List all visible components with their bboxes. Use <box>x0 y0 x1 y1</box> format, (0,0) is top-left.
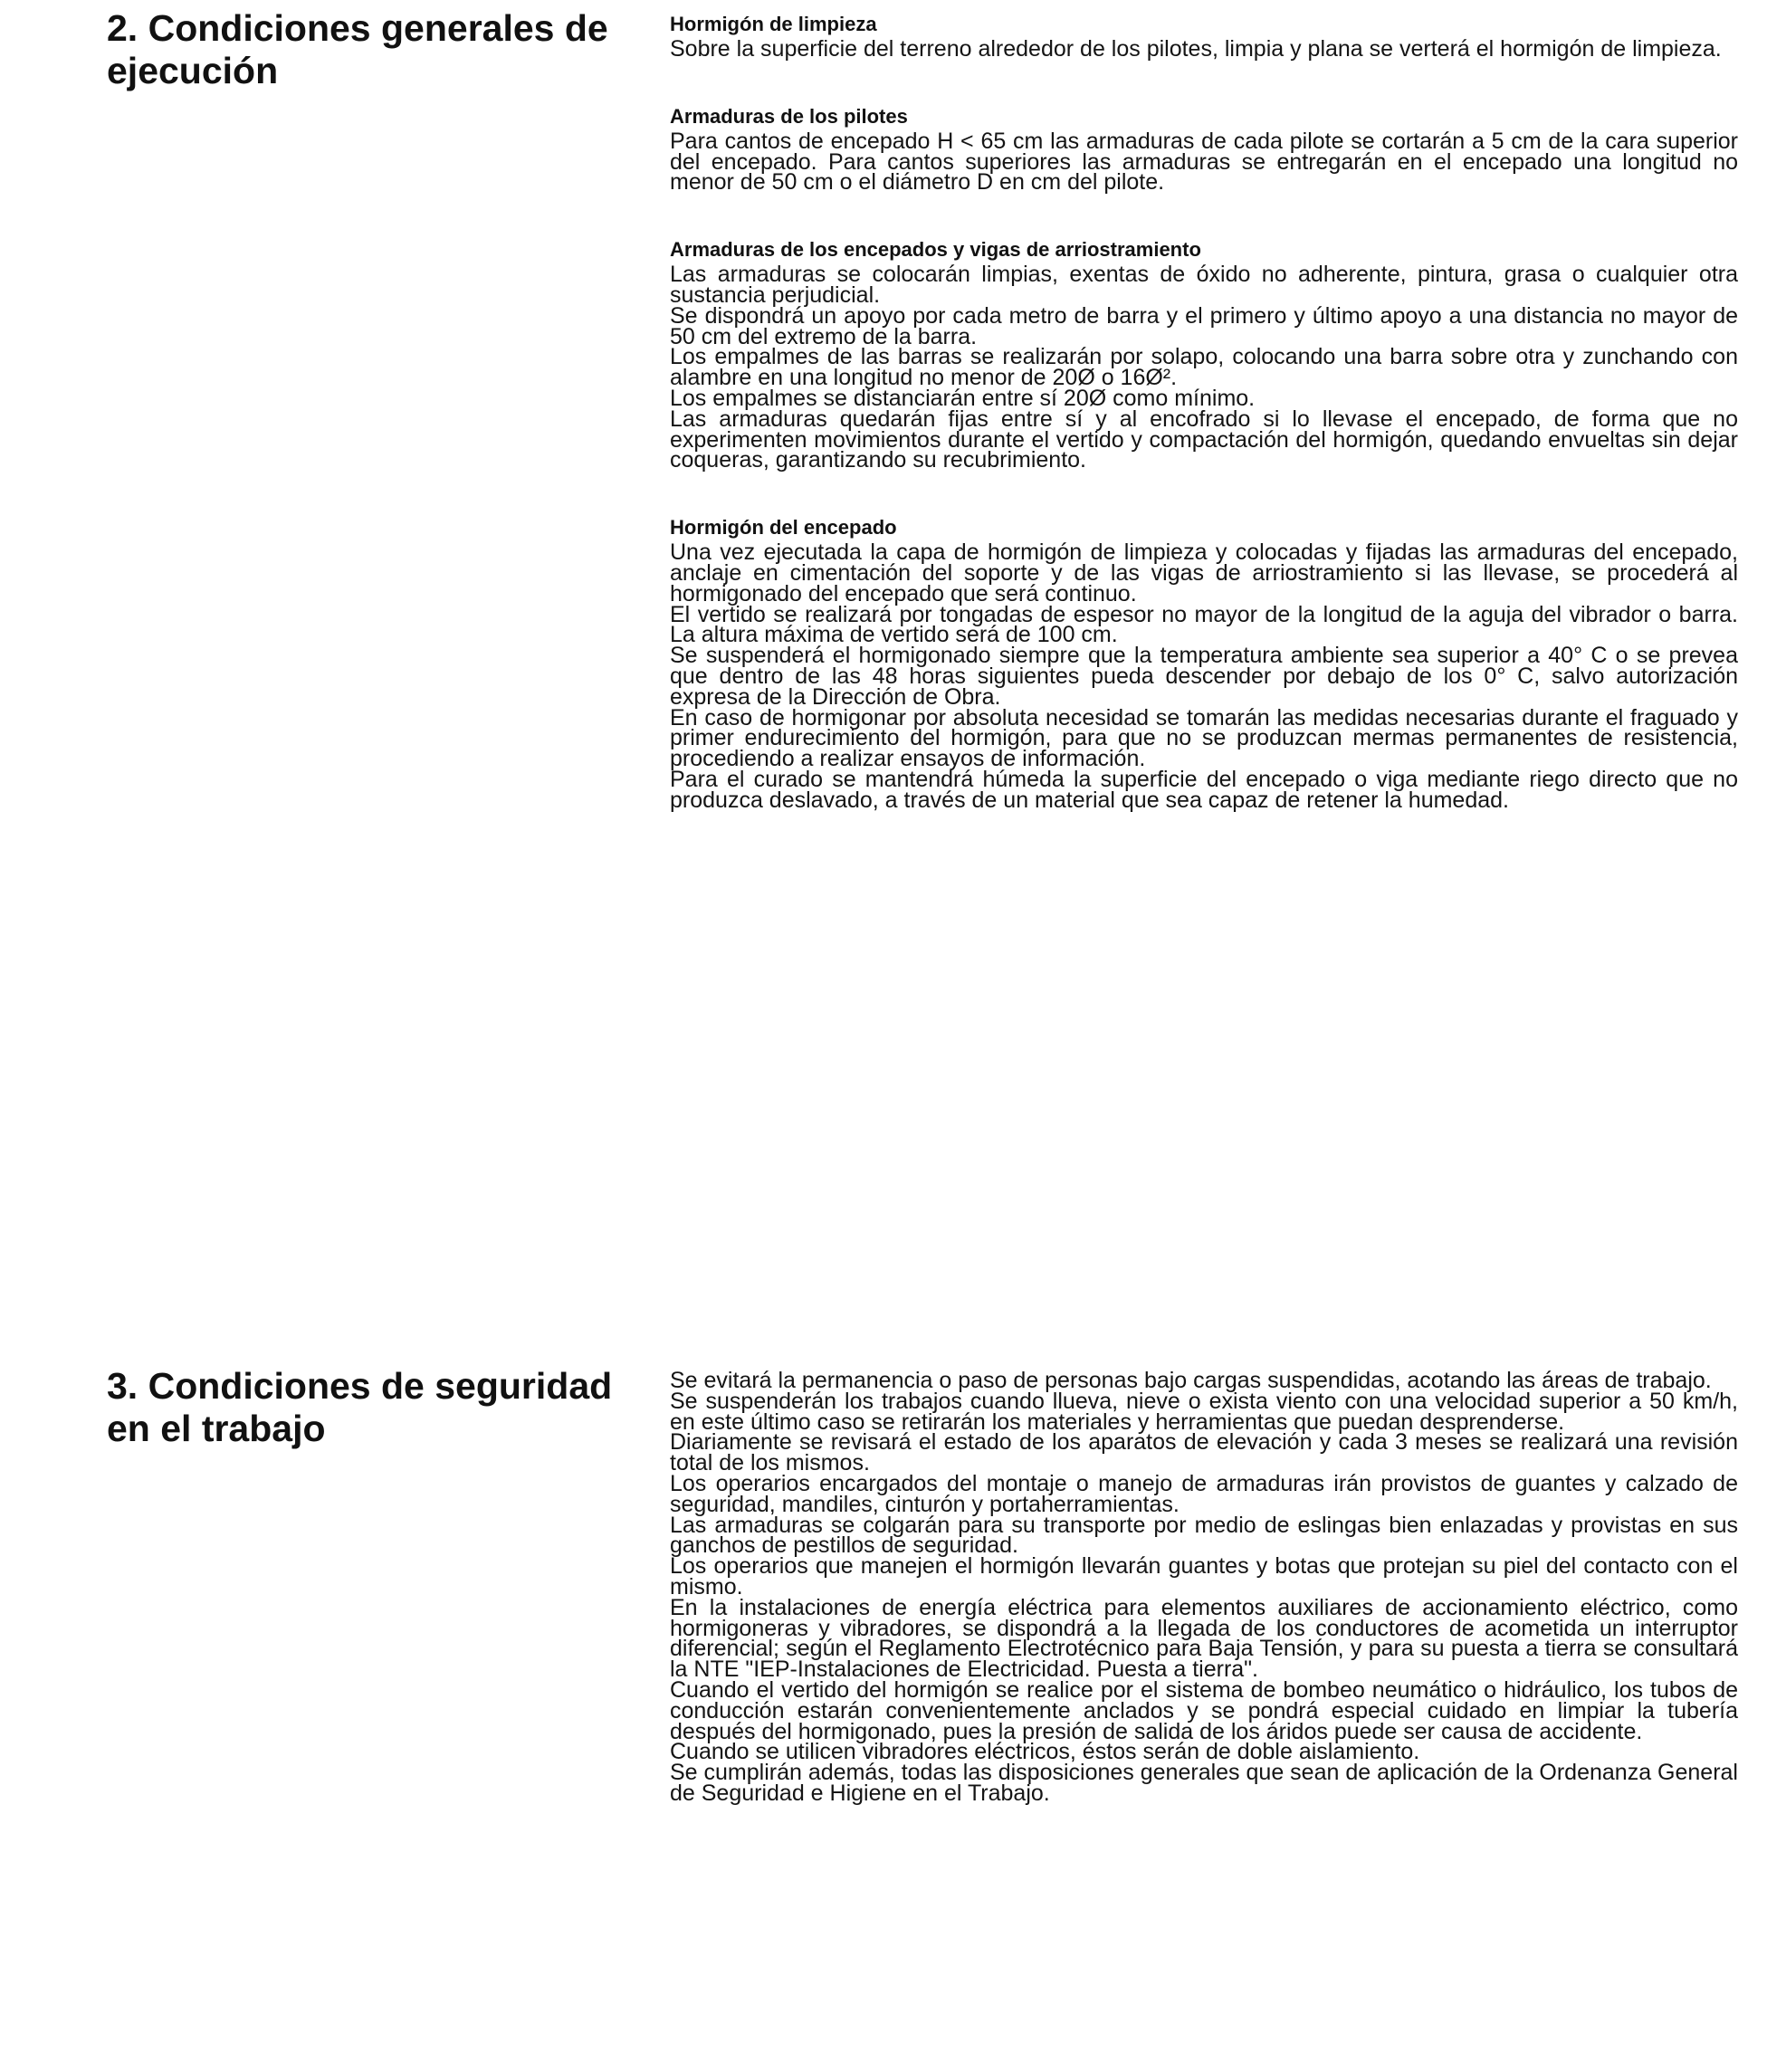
subsection-title: Hormigón de limpieza <box>670 13 877 35</box>
paragraph: Las armaduras se colocarán limpias, exentas de óxido no adherente, pintura, grasa o cualquier otra sustancia perjudicial. <box>670 262 1738 308</box>
paragraph: Para cantos de encepado H < 65 cm las armaduras de cada pilote se cortarán a 5 cm de la cara superior del encepado. Para cantos superiores las armaduras se entregarán en el encepado una longitud no menor de 50 cm o el diámetro D en cm del pilote. <box>670 128 1738 196</box>
paragraph: Para el curado se mantendrá húmeda la superficie del encepado o viga mediante riego directo que no produzca deslavado, a través de un material que sea capaz de retener la humedad. <box>670 766 1738 813</box>
paragraph: Los operarios encargados del montaje o manejo de armaduras irán provistos de guantes y calzado de seguridad, mandiles, cinturón y portaherramientas. <box>670 1470 1738 1517</box>
section-heading: 3. Condiciones de seguridad en el trabajo <box>107 1365 613 1449</box>
paragraph: Los empalmes de las barras se realizarán por solapo, colocando una barra sobre otra y zunchando con alambre en una longitud no menor de 20Ø o 16Ø². <box>670 344 1738 391</box>
paragraph: Una vez ejecutada la capa de hormigón de limpieza y colocadas y fijadas las armaduras del encepado, anclaje en cimentación del soporte y de las vigas de arriostramiento si las llevase, se procederá al hormigonado del encepado que será continuo. <box>670 539 1738 606</box>
paragraph: Se dispondrá un apoyo por cada metro de barra y el primero y último apoyo a una distancia no mayor de 50 cm del extremo de la barra. <box>670 302 1738 349</box>
paragraph: Se suspenderá el hormigonado siempre que la temperatura ambiente sea superior a 40° C o se prevea que dentro de las 48 horas siguientes pueda descender por debajo de los 0° C, salvo autorización expresa de la Dirección de Obra. <box>670 643 1738 710</box>
paragraph: El vertido se realizará por tongadas de espesor no mayor de la longitud de la aguja del vibrador o barra. La altura máxima de vertido será de 100 cm. <box>670 601 1738 648</box>
subsection-title: Hormigón del encepado <box>670 516 897 539</box>
section-body <box>670 13 1738 856</box>
paragraph: Cuando se utilicen vibradores eléctricos, éstos serán de doble aislamiento. <box>670 1739 1420 1765</box>
subsection-pile-reinforcement <box>670 104 1738 196</box>
subsection-pile-cap-concrete <box>670 516 1738 813</box>
paragraph: Se cumplirán además, todas las disposiciones generales que sean de aplicación de la Ordenanza General de Seguridad e Higiene en el Trabajo. <box>670 1760 1738 1806</box>
section-body <box>670 1370 1738 1849</box>
paragraph: En la instalaciones de energía eléctrica para elementos auxiliares de accionamiento eléctrico, como hormigoneras y vibradores, se dispondrá a la llegada de los conductores de acometida un interruptor diferencial; según el Reglamento Electrotécnico para Baja Tensión, y para su puesta a tierra se consultará la NTE "IEP-Instalaciones de Electricidad. Puesta a tierra". <box>670 1594 1738 1683</box>
paragraph: En caso de hormigonar por absoluta necesidad se tomarán las medidas necesarias durante el fraguado y primer endurecimiento del hormigón, para que no se produzcan mermas permanentes de resistencia, procediendo a realizar ensayos de información. <box>670 704 1738 772</box>
paragraph: Los operarios que manejen el hormigón llevarán guantes y botas que protejan su piel del contacto con el mismo. <box>670 1553 1738 1599</box>
section-heading: 2. Condiciones generales de ejecución <box>107 7 608 91</box>
paragraph: Las armaduras quedarán fijas entre sí y al encofrado si lo llevase el encepado, de forma que no experimenten movimientos durante el vertido y compactación del hormigón, quedando envueltas sin dejar coqueras, garantizando su recubrimiento. <box>670 406 1738 473</box>
paragraph: Diariamente se revisará el estado de los aparatos de elevación y cada 3 meses se realizará una revisión total de los mismos. <box>670 1429 1738 1476</box>
paragraph: Se evitará la permanencia o paso de personas bajo cargas suspendidas, acotando las áreas de trabajo. <box>670 1368 1712 1393</box>
subsection-pile-cap-reinforcement <box>670 238 1738 471</box>
paragraph: Los empalmes se distanciarán entre sí 20Ø como mínimo. <box>670 385 1256 411</box>
paragraph: Se suspenderán los trabajos cuando llueva, nieve o exista viento con una velocidad superior a 50 km/h, en este último caso se retirarán los materiales y herramientas que puedan desprenderse. <box>670 1388 1738 1435</box>
paragraph: Las armaduras se colgarán para su transporte por medio de eslingas bien enlazadas y provistas en sus ganchos de pestillos de seguridad. <box>670 1512 1738 1559</box>
safety-block <box>670 1370 1738 1804</box>
paragraph: Cuando el vertido del hormigón se realice por el sistema de bombeo neumático o hidráulico, los tubos de conducción estarán convenientemente anclados y se pondrá especial cuidado en limpiar la tubería después del hormigonado, pues la presión de salida de los áridos puede ser causa de accidente. <box>670 1676 1738 1744</box>
paragraph: Sobre la superficie del terreno alrededor de los pilotes, limpia y plana se verterá el hormigón de limpieza. <box>670 36 1722 62</box>
subsection-title: Armaduras de los encepados y vigas de arriostramiento <box>670 238 1201 262</box>
subsection-title: Armaduras de los pilotes <box>670 104 908 128</box>
subsection-cleaning-concrete <box>670 13 1738 60</box>
